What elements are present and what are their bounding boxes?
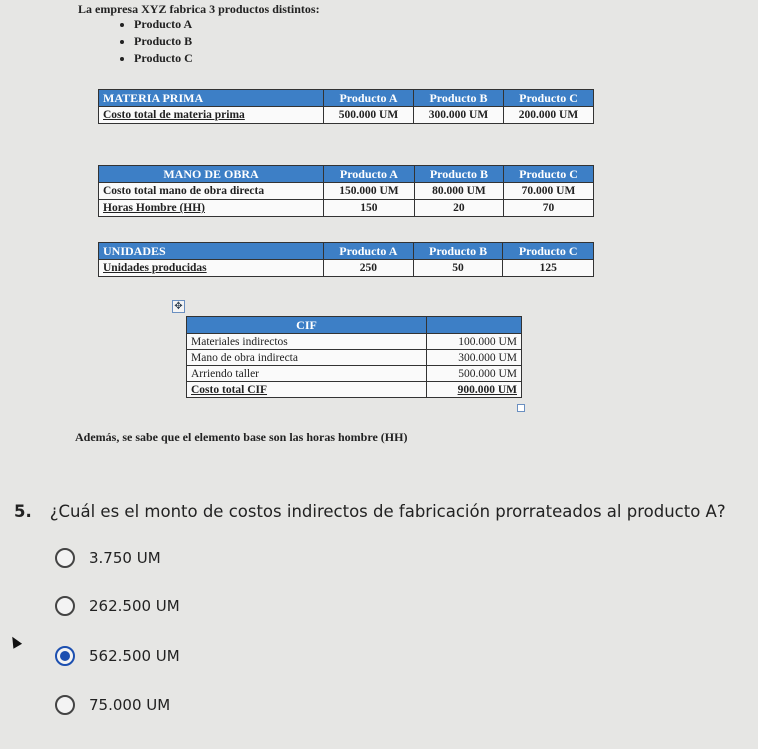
table-header: CIF <box>187 317 427 334</box>
column-header: Producto A <box>324 90 414 107</box>
table-header: MATERIA PRIMA <box>99 90 324 107</box>
radio-button-selected[interactable] <box>55 646 75 666</box>
row-label: Costo total de materia prima <box>99 107 324 124</box>
row-label: Mano de obra indirecta <box>187 350 427 366</box>
table-resize-handle[interactable] <box>517 404 525 412</box>
radio-button[interactable] <box>55 548 75 568</box>
table-row <box>99 200 594 217</box>
cell: 500.000 UM <box>427 366 522 382</box>
row-label: Costo total CIF <box>187 382 427 398</box>
row-label: Unidades producidas <box>99 260 324 277</box>
question-text: ¿Cuál es el monto de costos indirectos de fabricación prorrateados al producto A? <box>49 502 726 521</box>
table-row <box>99 260 594 277</box>
table-row <box>99 183 594 200</box>
radio-button[interactable] <box>55 596 75 616</box>
option-label: 3.750 UM <box>89 549 161 567</box>
table-row <box>187 350 522 366</box>
option-2[interactable] <box>55 596 180 616</box>
note-text: Además, se sabe que el elemento base son las horas hombre (HH) <box>75 430 408 444</box>
mano-obra-table <box>98 165 594 217</box>
column-header: Producto A <box>324 166 415 183</box>
cif-table <box>186 316 522 398</box>
cell: 150 <box>324 200 415 217</box>
table-row <box>187 366 522 382</box>
row-label: Materiales indirectos <box>187 334 427 350</box>
materia-prima-table <box>98 89 594 124</box>
column-header: Producto B <box>414 90 504 107</box>
row-label: Arriendo taller <box>187 366 427 382</box>
product-list <box>120 16 193 67</box>
cell: 300.000 UM <box>414 107 504 124</box>
question-number: 5. <box>14 502 32 521</box>
option-label: 262.500 UM <box>89 597 180 615</box>
table-move-handle-icon[interactable]: ✥ <box>172 300 185 313</box>
table-row <box>99 107 594 124</box>
table-row <box>187 334 522 350</box>
list-item: • Producto B <box>134 33 193 50</box>
cell: 80.000 UM <box>414 183 503 200</box>
cell: 70 <box>503 200 593 217</box>
option-label: 75.000 UM <box>89 696 171 714</box>
column-header: Producto A <box>324 243 414 260</box>
cell: 900.000 UM <box>427 382 522 398</box>
cell: 100.000 UM <box>427 334 522 350</box>
column-header: Producto C <box>503 166 593 183</box>
option-1[interactable] <box>55 548 161 568</box>
column-header: Producto B <box>414 166 503 183</box>
radio-button[interactable] <box>55 695 75 715</box>
cell: 200.000 UM <box>504 107 594 124</box>
mouse-cursor-icon <box>8 634 22 649</box>
intro-text: La empresa XYZ fabrica 3 productos distintos: <box>78 2 320 16</box>
column-header: Producto C <box>504 90 594 107</box>
unidades-table <box>98 242 594 277</box>
option-label: 562.500 UM <box>89 647 180 665</box>
cell: 300.000 UM <box>427 350 522 366</box>
question <box>14 502 726 521</box>
cell: 150.000 UM <box>324 183 415 200</box>
column-header: Producto B <box>413 243 503 260</box>
cell: 20 <box>414 200 503 217</box>
list-item: • Producto A <box>134 16 193 33</box>
cell: 50 <box>413 260 503 277</box>
cell: 500.000 UM <box>324 107 414 124</box>
cell: 125 <box>503 260 594 277</box>
option-4[interactable] <box>55 695 170 715</box>
row-label: Costo total mano de obra directa <box>99 183 324 200</box>
table-header: UNIDADES <box>99 243 324 260</box>
table-header: MANO DE OBRA <box>99 166 324 183</box>
row-label: Horas Hombre (HH) <box>99 200 324 217</box>
column-header: Producto C <box>503 243 594 260</box>
cell: 250 <box>324 260 414 277</box>
option-3[interactable] <box>55 646 180 666</box>
column-header <box>427 317 522 334</box>
cell: 70.000 UM <box>503 183 593 200</box>
list-item: • Producto C <box>134 50 193 67</box>
table-row <box>187 382 522 398</box>
